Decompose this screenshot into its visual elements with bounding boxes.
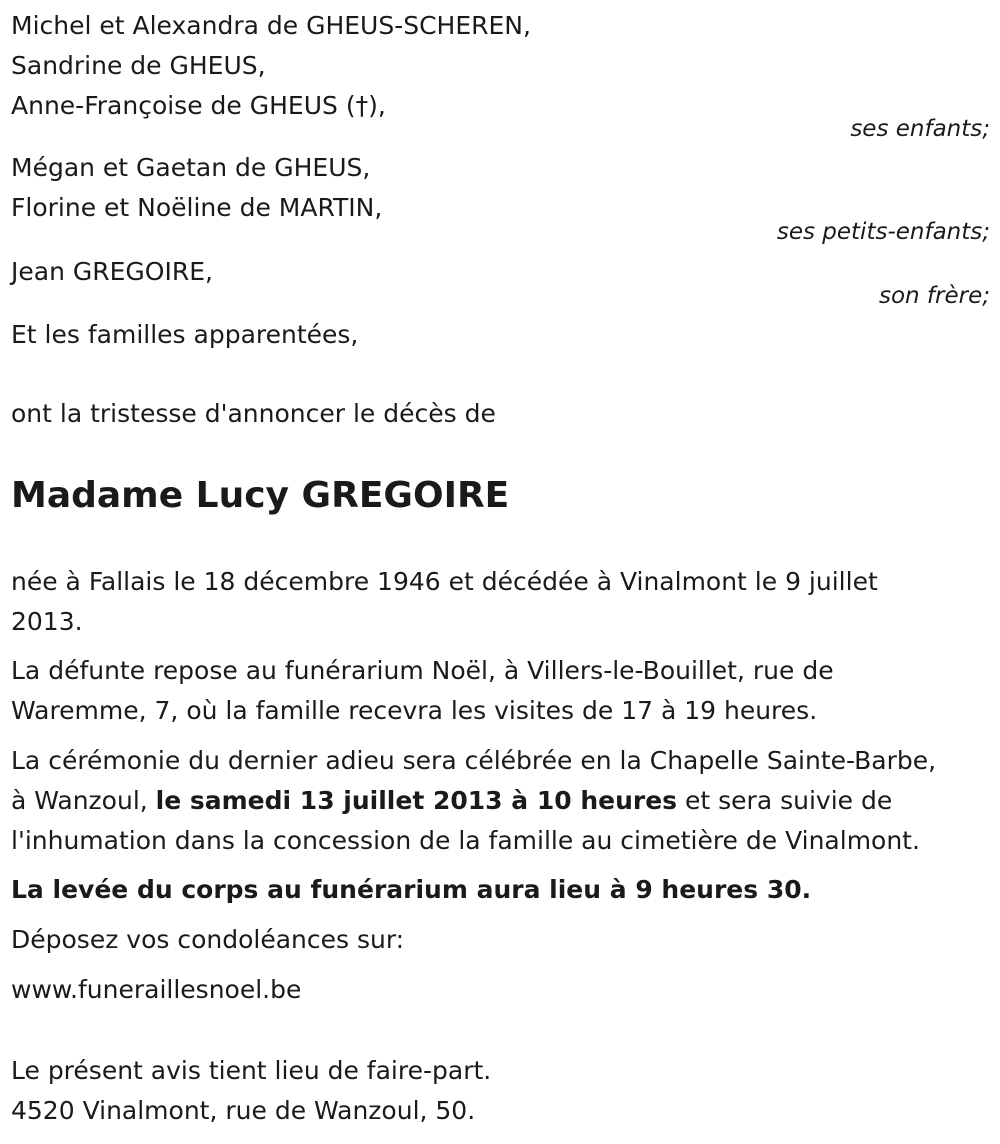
children-role: ses enfants; — [850, 116, 990, 142]
grandchildren-role: ses petits-enfants; — [776, 219, 990, 245]
condolences-label: Déposez vos condoléances sur: — [11, 925, 405, 954]
grandchild-name: Mégan et Gaetan de GHEUS, — [11, 153, 371, 182]
announce-line: ont la tristesse d'annoncer le décès de — [11, 399, 496, 428]
ceremony-line: l'inhumation dans la concession de la famille au cimetière de Vinalmont. — [11, 826, 920, 855]
website-link[interactable]: www.funeraillesnoel.be — [11, 975, 302, 1004]
repose-line: La défunte repose au funérarium Noël, à Villers-le-Bouillet, rue de — [11, 656, 834, 685]
repose-line: Waremme, 7, où la famille recevra les visites de 17 à 19 heures. — [11, 696, 818, 725]
child-name: Michel et Alexandra de GHEUS-SCHEREN, — [11, 11, 531, 40]
ceremony-line — [11, 785, 892, 817]
families-line: Et les familles apparentées, — [11, 320, 359, 349]
deceased-name: Madame Lucy GREGOIRE — [11, 475, 510, 516]
child-name: Anne-Françoise de GHEUS (†), — [11, 91, 386, 120]
ceremony-line: La cérémonie du dernier adieu sera célébrée en la Chapelle Sainte-Barbe, — [11, 746, 937, 775]
child-name: Sandrine de GHEUS, — [11, 51, 266, 80]
birth-death-line: née à Fallais le 18 décembre 1946 et décédée à Vinalmont le 9 juillet — [11, 567, 878, 596]
sibling-name: Jean GREGOIRE, — [11, 257, 213, 286]
levee-line: La levée du corps au funérarium aura lieu à 9 heures 30. — [11, 875, 812, 904]
ceremony-text: et sera suivie de — [677, 786, 893, 815]
birth-death-line: 2013. — [11, 607, 83, 636]
sibling-role: son frère; — [878, 283, 990, 309]
notice-line: Le présent avis tient lieu de faire-part. — [11, 1056, 492, 1085]
ceremony-text: à Wanzoul, — [11, 786, 156, 815]
grandchild-name: Florine et Noëline de MARTIN, — [11, 193, 383, 222]
address-line: 4520 Vinalmont, rue de Wanzoul, 50. — [11, 1096, 476, 1125]
ceremony-date: le samedi 13 juillet 2013 à 10 heures — [155, 786, 678, 815]
